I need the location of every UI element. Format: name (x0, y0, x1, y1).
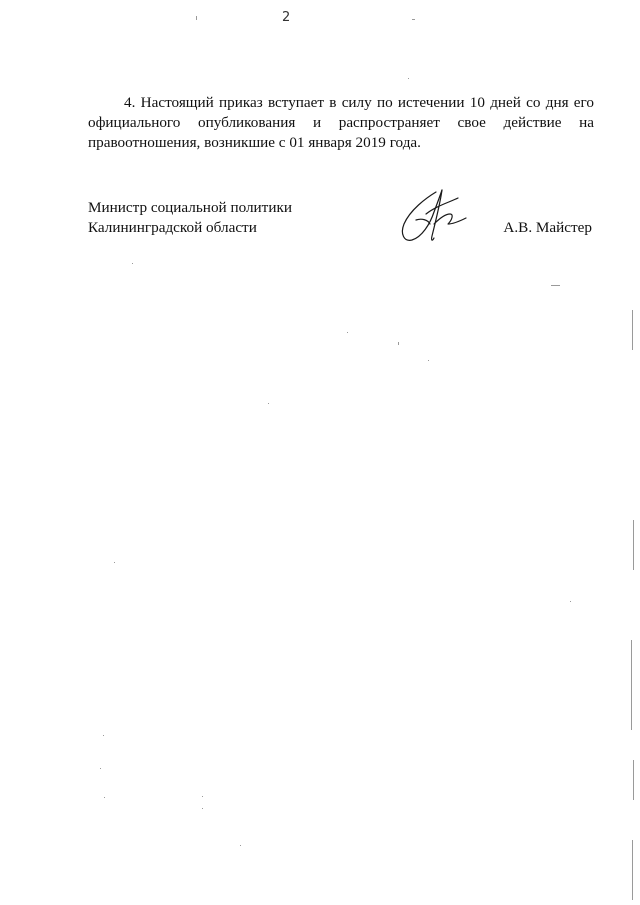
page-number: 2 (282, 10, 291, 25)
handwritten-signature-icon (396, 184, 472, 246)
signature-block (88, 198, 594, 238)
signer-position-line-1: Министр социальной политики (88, 199, 292, 216)
clause-paragraph: 4. Настоящий приказ вступает в силу по истечении 10 дней со дня его официального опубликования и распространяет свое действие на правоотношения, возникшие с 01 января 2019 года. (88, 94, 594, 151)
signer-name: А.В. Майстер (503, 219, 592, 236)
signer-position-line-2: Калининградской области (88, 219, 257, 236)
